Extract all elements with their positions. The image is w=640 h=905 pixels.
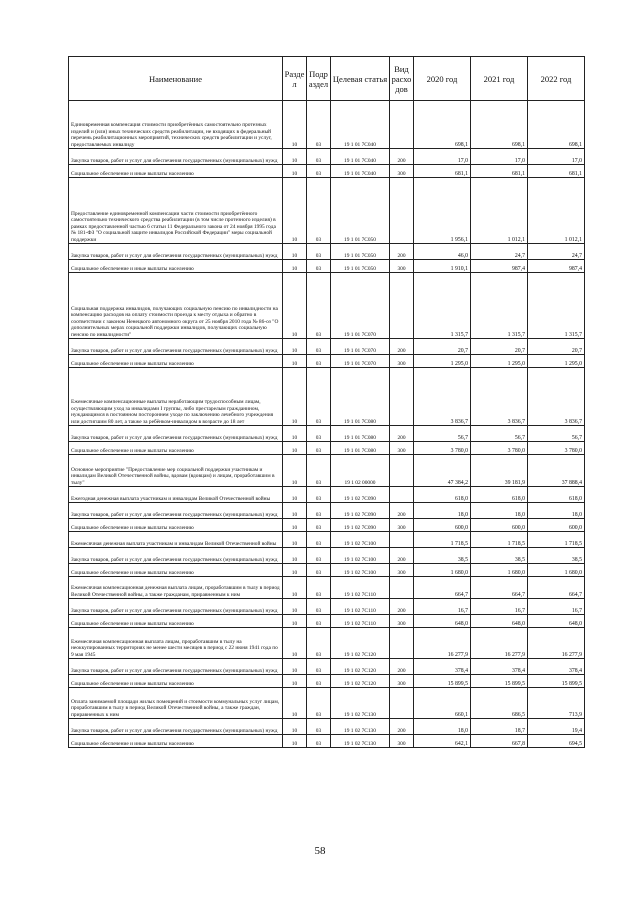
row-value-2020: 660,1 <box>414 688 471 719</box>
row-celevaya-statya: 19 1 01 7С040 <box>331 149 390 165</box>
row-razdel: 10 <box>283 615 307 628</box>
row-podrazdel: 03 <box>307 503 331 519</box>
row-value-2021: 3 836,7 <box>471 368 528 426</box>
row-podrazdel: 03 <box>307 519 331 532</box>
row-podrazdel: 03 <box>307 599 331 615</box>
row-name: Социальное обеспечение и иные выплаты населению <box>69 675 283 688</box>
row-vid-raskhodov: 200 <box>390 659 414 675</box>
table-row <box>69 564 585 577</box>
row-razdel: 10 <box>283 368 307 426</box>
row-celevaya-statya: 19 1 01 7С050 <box>331 260 390 273</box>
table-row <box>69 487 585 503</box>
table-row <box>69 244 585 260</box>
row-value-2020: 618,0 <box>414 487 471 503</box>
row-celevaya-statya: 19 1 02 7С100 <box>331 548 390 564</box>
row-name: Ежемесячная денежная выплата участникам и инвалидам Великой Отечественной войны <box>69 532 283 548</box>
row-razdel: 10 <box>283 599 307 615</box>
row-name: Социальное обеспечение и иные выплаты населению <box>69 615 283 628</box>
table-row <box>69 548 585 564</box>
row-name: Основное мероприятие "Предоставление мер социальной поддержки участникам и инвалидам Великой Отечественной войны, вдовам (вдовцам) и лицам, проработавшим в тылу" <box>69 455 283 487</box>
row-celevaya-statya: 19 1 02 7С120 <box>331 675 390 688</box>
row-razdel: 10 <box>283 659 307 675</box>
row-vid-raskhodov <box>390 577 414 599</box>
row-celevaya-statya: 19 1 01 7С050 <box>331 178 390 244</box>
row-razdel: 10 <box>283 548 307 564</box>
row-value-2022: 24,7 <box>528 244 585 260</box>
row-name: Единовременная компенсация стоимости приобретённых самостоятельно протезных изделий и (или) иных технических средств реабилитации, не входящих в федеральный перечень реабилитационных мероприятий, технических средств реабилитации и услуг, предоставляемых инвалиду <box>69 101 283 149</box>
row-podrazdel: 03 <box>307 165 331 178</box>
row-razdel: 10 <box>283 165 307 178</box>
row-celevaya-statya: 19 1 02 00000 <box>331 455 390 487</box>
row-podrazdel: 03 <box>307 628 331 659</box>
row-razdel: 10 <box>283 503 307 519</box>
row-name: Социальное обеспечение и иные выплаты населению <box>69 165 283 178</box>
row-celevaya-statya: 19 1 01 7С080 <box>331 426 390 442</box>
row-value-2021: 1 012,1 <box>471 178 528 244</box>
row-podrazdel: 03 <box>307 368 331 426</box>
row-podrazdel: 03 <box>307 688 331 719</box>
row-value-2021: 24,7 <box>471 244 528 260</box>
row-celevaya-statya: 19 1 02 7С090 <box>331 519 390 532</box>
row-celevaya-statya: 19 1 01 7С070 <box>331 339 390 355</box>
row-vid-raskhodov <box>390 688 414 719</box>
row-value-2020: 664,7 <box>414 577 471 599</box>
row-value-2021: 3 780,0 <box>471 442 528 455</box>
row-name: Закупка товаров, работ и услуг для обеспечения государственных (муниципальных) нужд <box>69 244 283 260</box>
row-value-2022: 20,7 <box>528 339 585 355</box>
row-podrazdel: 03 <box>307 355 331 368</box>
row-value-2020: 15 899,5 <box>414 675 471 688</box>
table-row <box>69 355 585 368</box>
row-podrazdel: 03 <box>307 260 331 273</box>
table-body <box>69 101 585 748</box>
row-vid-raskhodov: 300 <box>390 519 414 532</box>
row-name: Ежегодная денежная выплата участникам и инвалидам Великой Отечественной войны <box>69 487 283 503</box>
row-value-2021: 681,1 <box>471 165 528 178</box>
header-razdel: Разде л <box>283 57 307 101</box>
row-vid-raskhodov <box>390 178 414 244</box>
row-vid-raskhodov: 300 <box>390 615 414 628</box>
row-value-2020: 698,1 <box>414 101 471 149</box>
row-name: Закупка товаров, работ и услуг для обеспечения государственных (муниципальных) нужд <box>69 548 283 564</box>
row-vid-raskhodov: 300 <box>390 260 414 273</box>
row-name: Закупка товаров, работ и услуг для обеспечения государственных (муниципальных) нужд <box>69 659 283 675</box>
header-celevaya-statya: Целевая статья <box>331 57 390 101</box>
row-celevaya-statya: 19 1 02 7С110 <box>331 577 390 599</box>
row-value-2021: 16,7 <box>471 599 528 615</box>
row-name: Социальное обеспечение и иные выплаты населению <box>69 564 283 577</box>
row-value-2020: 1 956,1 <box>414 178 471 244</box>
row-razdel: 10 <box>283 426 307 442</box>
table-row <box>69 719 585 735</box>
table-row <box>69 368 585 426</box>
row-celevaya-statya: 19 1 02 7С090 <box>331 487 390 503</box>
row-vid-raskhodov: 200 <box>390 426 414 442</box>
table-row <box>69 149 585 165</box>
row-celevaya-statya: 19 1 02 7С130 <box>331 735 390 748</box>
table-row <box>69 577 585 599</box>
row-value-2022: 1 680,0 <box>528 564 585 577</box>
row-podrazdel: 03 <box>307 455 331 487</box>
row-name: Предоставление единовременной компенсации части стоимости приобретённого самостоятельно технического средства реабилитации (в том числе протезного изделия) в рамках предоставленной частью 6 статьи 11 Федерального закона от 24 ноября 1995 года № 181-ФЗ "О социальной защите инвалидов Российской Федерации" меры социальной поддержки <box>69 178 283 244</box>
row-name: Закупка товаров, работ и услуг для обеспечения государственных (муниципальных) нужд <box>69 599 283 615</box>
row-value-2021: 667,8 <box>471 735 528 748</box>
row-value-2020: 648,0 <box>414 615 471 628</box>
row-value-2021: 15 899,5 <box>471 675 528 688</box>
row-name: Социальное обеспечение и иные выплаты населению <box>69 260 283 273</box>
row-podrazdel: 03 <box>307 442 331 455</box>
row-celevaya-statya: 19 1 02 7С090 <box>331 503 390 519</box>
row-celevaya-statya: 19 1 01 7С080 <box>331 442 390 455</box>
row-name: Ежемесячные компенсационные выплаты неработающим трудоспособным лицам, осуществляющим уход за инвалидами I группы, либо престарелым гражданином, нуждающимся в постоянном постороннем уходе по заключению лечебного учреждения или достигшим 80 лет, а также за ребёнком-инвалидом в возрасте до 18 лет <box>69 368 283 426</box>
row-value-2022: 987,4 <box>528 260 585 273</box>
row-value-2020: 38,5 <box>414 548 471 564</box>
row-podrazdel: 03 <box>307 735 331 748</box>
row-value-2022: 1 315,7 <box>528 273 585 339</box>
row-name: Ежемесячная компенсационная денежная выплата лицам, проработавшим в тылу в период Великой Отечественной войны, а также гражданам, приравненным к ним <box>69 577 283 599</box>
row-value-2022: 378,4 <box>528 659 585 675</box>
row-value-2022: 713,9 <box>528 688 585 719</box>
row-razdel: 10 <box>283 487 307 503</box>
row-name: Закупка товаров, работ и услуг для обеспечения государственных (муниципальных) нужд <box>69 426 283 442</box>
row-value-2022: 56,7 <box>528 426 585 442</box>
row-podrazdel: 03 <box>307 339 331 355</box>
table-row <box>69 442 585 455</box>
table-row <box>69 675 585 688</box>
row-podrazdel: 03 <box>307 273 331 339</box>
row-razdel: 10 <box>283 442 307 455</box>
row-celevaya-statya: 19 1 01 7С050 <box>331 244 390 260</box>
table-row <box>69 503 585 519</box>
row-value-2020: 600,0 <box>414 519 471 532</box>
row-value-2022: 1 718,5 <box>528 532 585 548</box>
row-value-2021: 698,1 <box>471 101 528 149</box>
row-podrazdel: 03 <box>307 659 331 675</box>
row-razdel: 10 <box>283 101 307 149</box>
row-value-2021: 378,4 <box>471 659 528 675</box>
row-podrazdel: 03 <box>307 149 331 165</box>
row-razdel: 10 <box>283 355 307 368</box>
row-value-2020: 16 277,9 <box>414 628 471 659</box>
table-row <box>69 628 585 659</box>
row-value-2020: 1 295,0 <box>414 355 471 368</box>
row-celevaya-statya: 19 1 01 7С070 <box>331 355 390 368</box>
header-vid-raskhodov: Вид расхо дов <box>390 57 414 101</box>
row-value-2020: 18,0 <box>414 503 471 519</box>
table-row <box>69 260 585 273</box>
row-vid-raskhodov: 200 <box>390 339 414 355</box>
row-celevaya-statya: 19 1 02 7С120 <box>331 628 390 659</box>
row-razdel: 10 <box>283 719 307 735</box>
row-podrazdel: 03 <box>307 178 331 244</box>
row-celevaya-statya: 19 1 02 7С130 <box>331 719 390 735</box>
row-razdel: 10 <box>283 675 307 688</box>
row-podrazdel: 03 <box>307 532 331 548</box>
row-value-2022: 15 899,5 <box>528 675 585 688</box>
row-vid-raskhodov: 200 <box>390 244 414 260</box>
row-value-2020: 642,1 <box>414 735 471 748</box>
row-value-2020: 1 718,5 <box>414 532 471 548</box>
row-name: Закупка товаров, работ и услуг для обеспечения государственных (муниципальных) нужд <box>69 719 283 735</box>
table-row <box>69 165 585 178</box>
table-row <box>69 615 585 628</box>
row-name: Ежемесячная компенсационная выплата лицам, проработавшим в тылу на неоккупированных территориях не менее шести месяцев в период с 22 июня 1941 года по 9 мая 1945 <box>69 628 283 659</box>
table-row <box>69 455 585 487</box>
row-celevaya-statya: 19 1 01 7С070 <box>331 273 390 339</box>
row-value-2022: 600,0 <box>528 519 585 532</box>
row-podrazdel: 03 <box>307 564 331 577</box>
table-row <box>69 532 585 548</box>
row-podrazdel: 03 <box>307 487 331 503</box>
header-2020: 2020 год <box>414 57 471 101</box>
row-value-2022: 664,7 <box>528 577 585 599</box>
row-value-2020: 1 680,0 <box>414 564 471 577</box>
row-value-2021: 18,7 <box>471 719 528 735</box>
table-row <box>69 339 585 355</box>
row-razdel: 10 <box>283 260 307 273</box>
row-value-2022: 16 277,9 <box>528 628 585 659</box>
row-razdel: 10 <box>283 455 307 487</box>
row-vid-raskhodov: 300 <box>390 675 414 688</box>
row-celevaya-statya: 19 1 01 7С040 <box>331 101 390 149</box>
row-celevaya-statya: 19 1 01 7С080 <box>331 368 390 426</box>
header-name: Наименование <box>69 57 283 101</box>
row-podrazdel: 03 <box>307 675 331 688</box>
row-value-2022: 698,1 <box>528 101 585 149</box>
row-razdel: 10 <box>283 178 307 244</box>
row-vid-raskhodov: 200 <box>390 548 414 564</box>
row-vid-raskhodov <box>390 101 414 149</box>
row-vid-raskhodov <box>390 455 414 487</box>
row-name: Социальное обеспечение и иные выплаты населению <box>69 442 283 455</box>
row-name: Закупка товаров, работ и услуг для обеспечения государственных (муниципальных) нужд <box>69 339 283 355</box>
row-razdel: 10 <box>283 273 307 339</box>
row-value-2020: 3 780,0 <box>414 442 471 455</box>
row-vid-raskhodov: 200 <box>390 719 414 735</box>
row-vid-raskhodov: 300 <box>390 165 414 178</box>
row-value-2021: 20,7 <box>471 339 528 355</box>
row-value-2020: 46,0 <box>414 244 471 260</box>
header-2022: 2022 год <box>528 57 585 101</box>
row-value-2022: 16,7 <box>528 599 585 615</box>
table-row <box>69 178 585 244</box>
row-value-2021: 39 181,9 <box>471 455 528 487</box>
row-vid-raskhodov: 200 <box>390 599 414 615</box>
table-row <box>69 688 585 719</box>
row-razdel: 10 <box>283 339 307 355</box>
row-vid-raskhodov: 300 <box>390 564 414 577</box>
row-name: Оплата занимаемой площади жилых помещений и стоимости коммунальных услуг лицам, проработавшим в тылу в период Великой Отечественной войны, а также граждан, приравненных к ним <box>69 688 283 719</box>
row-name: Социальная поддержка инвалидов, получающих социальную пенсию по инвалидности на компенсацию расходов на оплату стоимости проезда к месту отдыха и обратно в соответствии с законом Ненецкого автономного округа от 25 ноября 2010 года № 86-оз "О дополнительных мерах социальной поддержки инвалидов, получающих социальную пенсию по инвалидности" <box>69 273 283 339</box>
row-vid-raskhodov: 300 <box>390 442 414 455</box>
row-value-2022: 1 295,0 <box>528 355 585 368</box>
page-number: 58 <box>314 845 326 857</box>
row-podrazdel: 03 <box>307 615 331 628</box>
row-value-2022: 17,0 <box>528 149 585 165</box>
row-value-2020: 1 910,1 <box>414 260 471 273</box>
row-value-2022: 37 888,4 <box>528 455 585 487</box>
row-razdel: 10 <box>283 628 307 659</box>
row-vid-raskhodov <box>390 532 414 548</box>
row-podrazdel: 03 <box>307 426 331 442</box>
row-podrazdel: 03 <box>307 577 331 599</box>
row-value-2021: 16 277,9 <box>471 628 528 659</box>
row-value-2020: 20,7 <box>414 339 471 355</box>
row-value-2021: 987,4 <box>471 260 528 273</box>
budget-table <box>68 56 585 748</box>
table-row <box>69 519 585 532</box>
row-value-2020: 378,4 <box>414 659 471 675</box>
row-razdel: 10 <box>283 532 307 548</box>
row-vid-raskhodov: 200 <box>390 503 414 519</box>
row-value-2022: 19,4 <box>528 719 585 735</box>
row-value-2021: 618,0 <box>471 487 528 503</box>
row-celevaya-statya: 19 1 01 7С040 <box>331 165 390 178</box>
row-razdel: 10 <box>283 149 307 165</box>
row-celevaya-statya: 19 1 02 7С120 <box>331 659 390 675</box>
row-value-2020: 3 836,7 <box>414 368 471 426</box>
row-razdel: 10 <box>283 688 307 719</box>
table-row <box>69 599 585 615</box>
row-celevaya-statya: 19 1 02 7С110 <box>331 615 390 628</box>
row-value-2021: 17,0 <box>471 149 528 165</box>
row-podrazdel: 03 <box>307 244 331 260</box>
row-value-2021: 18,0 <box>471 503 528 519</box>
row-razdel: 10 <box>283 577 307 599</box>
row-vid-raskhodov: 300 <box>390 735 414 748</box>
row-podrazdel: 03 <box>307 719 331 735</box>
row-value-2020: 47 384,2 <box>414 455 471 487</box>
row-value-2022: 618,0 <box>528 487 585 503</box>
table-row <box>69 426 585 442</box>
table-row <box>69 735 585 748</box>
row-vid-raskhodov <box>390 487 414 503</box>
row-razdel: 10 <box>283 244 307 260</box>
row-celevaya-statya: 19 1 02 7С110 <box>331 599 390 615</box>
table-header-row <box>69 57 585 101</box>
row-vid-raskhodov <box>390 273 414 339</box>
row-vid-raskhodov: 300 <box>390 355 414 368</box>
row-name: Закупка товаров, работ и услуг для обеспечения государственных (муниципальных) нужд <box>69 503 283 519</box>
row-value-2021: 1 295,0 <box>471 355 528 368</box>
table-row <box>69 101 585 149</box>
table-row <box>69 273 585 339</box>
row-value-2021: 38,5 <box>471 548 528 564</box>
row-value-2021: 648,0 <box>471 615 528 628</box>
row-vid-raskhodov <box>390 368 414 426</box>
row-value-2021: 664,7 <box>471 577 528 599</box>
row-value-2020: 1 315,7 <box>414 273 471 339</box>
row-value-2022: 681,1 <box>528 165 585 178</box>
header-podrazdel: Подр аздел <box>307 57 331 101</box>
row-value-2022: 38,5 <box>528 548 585 564</box>
row-value-2021: 56,7 <box>471 426 528 442</box>
row-value-2020: 681,1 <box>414 165 471 178</box>
row-value-2022: 3 836,7 <box>528 368 585 426</box>
row-celevaya-statya: 19 1 02 7С100 <box>331 532 390 548</box>
row-razdel: 10 <box>283 735 307 748</box>
row-value-2020: 18,0 <box>414 719 471 735</box>
row-value-2022: 18,0 <box>528 503 585 519</box>
row-value-2020: 17,0 <box>414 149 471 165</box>
row-razdel: 10 <box>283 519 307 532</box>
row-value-2020: 56,7 <box>414 426 471 442</box>
row-vid-raskhodov: 200 <box>390 149 414 165</box>
budget-table-page <box>68 56 584 748</box>
row-name: Социальное обеспечение и иные выплаты населению <box>69 735 283 748</box>
row-podrazdel: 03 <box>307 548 331 564</box>
row-podrazdel: 03 <box>307 101 331 149</box>
row-value-2021: 600,0 <box>471 519 528 532</box>
row-name: Закупка товаров, работ и услуг для обеспечения государственных (муниципальных) нужд <box>69 149 283 165</box>
row-razdel: 10 <box>283 564 307 577</box>
table-row <box>69 659 585 675</box>
row-celevaya-statya: 19 1 02 7С100 <box>331 564 390 577</box>
row-value-2021: 1 718,5 <box>471 532 528 548</box>
row-value-2022: 3 780,0 <box>528 442 585 455</box>
row-name: Социальное обеспечение и иные выплаты населению <box>69 355 283 368</box>
row-value-2021: 1 315,7 <box>471 273 528 339</box>
row-value-2021: 686,5 <box>471 688 528 719</box>
row-value-2022: 1 012,1 <box>528 178 585 244</box>
row-value-2020: 16,7 <box>414 599 471 615</box>
row-value-2021: 1 680,0 <box>471 564 528 577</box>
row-vid-raskhodov <box>390 628 414 659</box>
row-value-2022: 648,0 <box>528 615 585 628</box>
row-celevaya-statya: 19 1 02 7С130 <box>331 688 390 719</box>
row-value-2022: 694,5 <box>528 735 585 748</box>
header-2021: 2021 год <box>471 57 528 101</box>
row-name: Социальное обеспечение и иные выплаты населению <box>69 519 283 532</box>
